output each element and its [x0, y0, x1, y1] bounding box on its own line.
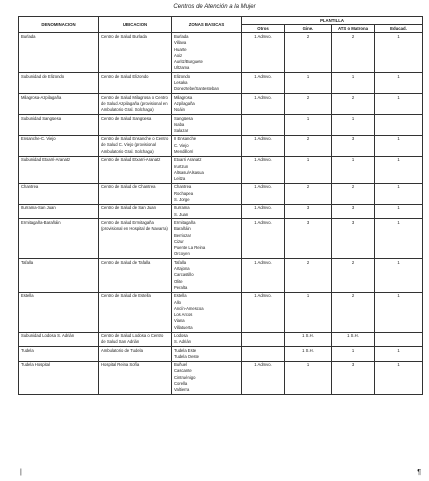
zona-item: Doneztebe/Santesteban — [174, 86, 219, 92]
zona-item: Irurtzun — [174, 163, 189, 169]
cell-edu: 1 — [375, 219, 423, 259]
cell-gine: 1 — [285, 115, 332, 136]
zona-item: Villava — [174, 40, 187, 46]
zona-item: Salazar — [174, 128, 189, 134]
cell-otros: 1 Admvo. — [242, 73, 285, 94]
table-row — [19, 156, 423, 183]
cell-denominacion: Chantrea — [19, 183, 99, 204]
cell-ats: 3 — [332, 219, 375, 259]
table-row — [19, 332, 423, 347]
cell-edu: 1 — [375, 73, 423, 94]
cell-denominacion: Burlada — [19, 33, 99, 73]
table-row — [19, 347, 423, 362]
cell-zonas — [172, 183, 242, 204]
header-denominacion: DENOMINACION — [19, 17, 99, 33]
cell-ubicacion: Ambulatorio de Tudela — [99, 347, 172, 362]
cell-ats: 2 — [332, 183, 375, 204]
cell-ubicacion: Hospital Reina Sofía — [99, 361, 172, 394]
cell-gine: 3 — [285, 204, 332, 219]
zona-item: Allo — [174, 299, 181, 305]
cell-ubicacion: Centro de Salud Sangüesa — [99, 115, 172, 136]
cell-edu: 1 — [375, 33, 423, 73]
zona-item: C. Viejo — [174, 142, 189, 148]
header-ubicacion: UBICACION — [99, 17, 172, 33]
cell-ats: 1 — [332, 115, 375, 136]
cell-zonas — [172, 33, 242, 73]
cell-ats: 1 — [332, 347, 375, 362]
zona-item: Noáin — [174, 107, 185, 113]
cell-ats: 2 — [332, 33, 375, 73]
cell-otros: 1 Admvo. — [242, 219, 285, 259]
cell-otros — [242, 347, 285, 362]
zona-item: Valtierra — [174, 387, 190, 393]
zona-item: S. Adrián — [174, 339, 191, 345]
cell-zonas — [172, 292, 242, 332]
cell-gine: 2 — [285, 183, 332, 204]
cell-ubicacion: Centro de Salud Ensanche o Centro de Salud C. Viejo (provisional Ambulatorio Gral. Solchaga) — [99, 135, 172, 156]
cell-gine: 1 S.H. — [285, 347, 332, 362]
cell-ats: 3 — [332, 204, 375, 219]
zona-item: Peralta — [174, 284, 188, 290]
cell-ubicacion: Centro de Salud Milagrosa o Centro de Salud Azpilagaña (provisional en Ambulatorio Gral. Solchaga) — [99, 94, 172, 115]
cell-edu — [375, 115, 423, 136]
zona-item: Tafalla — [174, 259, 187, 265]
cell-edu: 1 — [375, 361, 423, 394]
zona-item: Villatuerta — [174, 324, 193, 330]
cell-denominacion: Tafalla — [19, 259, 99, 292]
cell-ubicacion: Centro de Salud Burlada — [99, 33, 172, 73]
left-margin-mark: | — [20, 469, 22, 476]
table-row — [19, 361, 423, 394]
zona-item: Aoiz — [174, 52, 183, 58]
zona-item: Ultzama — [174, 65, 190, 71]
header-zonas: ZONAS BASICAS — [172, 17, 242, 33]
cell-otros: 1 Admvo. — [242, 361, 285, 394]
zona-item: Cascante — [174, 368, 192, 374]
cell-otros: 1 Admvo. — [242, 156, 285, 183]
cell-otros — [242, 115, 285, 136]
zona-item: Artajona — [174, 266, 190, 272]
zona-item: Los Arcos — [174, 312, 193, 318]
header-otros: Otros — [242, 25, 285, 33]
zona-item: Barañáin — [174, 226, 191, 232]
cell-denominacion: Estella — [19, 292, 99, 332]
cell-edu: 1 — [375, 204, 423, 219]
cell-ubicacion: Centro de Salud de Tafalla — [99, 259, 172, 292]
cell-otros: 1 Admvo. — [242, 292, 285, 332]
cell-ubicacion: Centro de Salud Lodosa o Centro de Salud San Adrián — [99, 332, 172, 347]
header-gine: Gine. — [285, 25, 332, 33]
zona-item: Elizondo — [174, 73, 191, 79]
cell-ats: 2 — [332, 259, 375, 292]
zona-item: II Ensanche — [174, 136, 197, 142]
cell-gine: 3 — [285, 219, 332, 259]
cell-ats: 3 — [332, 135, 375, 156]
header-edu: Educad. — [375, 25, 423, 33]
zona-item: S. Juan — [174, 211, 189, 217]
table-body — [19, 33, 423, 395]
cell-gine: 2 — [285, 94, 332, 115]
cell-edu — [375, 332, 423, 347]
cell-otros: 1 Admvo. — [242, 135, 285, 156]
header-ats: ATS o Matrona — [332, 25, 375, 33]
zona-item: Tudela Oeste — [174, 353, 199, 359]
zona-item: Tudela Este — [174, 347, 197, 353]
cell-edu: 1 — [375, 347, 423, 362]
cell-denominacion: Subunidad Lodosa S. Adrián — [19, 332, 99, 347]
cell-ubicacion: Centro de Salud Etxarri-Aranatz — [99, 156, 172, 183]
zona-item: Chantrea — [174, 184, 192, 190]
cell-zonas — [172, 361, 242, 394]
page-title: Centros de Atención a la Mujer — [173, 4, 256, 10]
cell-denominacion: Subunidad Sangüesa — [19, 115, 99, 136]
zona-item: Cintruénigo — [174, 374, 196, 380]
cell-zonas — [172, 94, 242, 115]
cell-ubicacion: Centro de Salud de Estella — [99, 292, 172, 332]
table-row — [19, 73, 423, 94]
cell-zonas — [172, 204, 242, 219]
cell-edu: 1 — [375, 183, 423, 204]
zona-item: Milagrosa — [174, 94, 193, 100]
cell-gine: 1 — [285, 156, 332, 183]
zona-item: Iturrama — [174, 205, 190, 211]
cell-edu: 1 — [375, 259, 423, 292]
cell-denominacion: Iturrama-San Juan — [19, 204, 99, 219]
cell-otros — [242, 332, 285, 347]
zona-item: Burlada — [174, 33, 189, 39]
zona-item: Lodosa — [174, 333, 188, 338]
zona-item: Auritz/Burguete — [174, 59, 203, 65]
zona-item: Viana — [174, 318, 185, 324]
table-row — [19, 292, 423, 332]
cell-denominacion: Subunidad de Elizondo — [19, 73, 99, 94]
cell-edu: 1 — [375, 156, 423, 183]
cell-ats: 1 — [332, 156, 375, 183]
cell-zonas — [172, 347, 242, 362]
centers-table — [18, 16, 423, 395]
cell-zonas — [172, 135, 242, 156]
cell-gine: 2 — [285, 135, 332, 156]
cell-ubicacion: Centro de Salud Elizondo — [99, 73, 172, 94]
cell-denominacion: Ensanche-C. Viejo — [19, 135, 99, 156]
zona-item: Berriozar — [174, 232, 191, 238]
table-row — [19, 259, 423, 292]
cell-ats: 3 — [332, 361, 375, 394]
cell-gine: 2 — [285, 259, 332, 292]
cell-otros: 1 Admvo. — [242, 33, 285, 73]
zona-item: Ermitagaña — [174, 219, 196, 225]
cell-ats: 2 — [332, 292, 375, 332]
zona-item: Lesaka — [174, 80, 188, 86]
cell-denominacion: Tudela — [19, 347, 99, 362]
cell-gine: 1 — [285, 361, 332, 394]
zona-item: Corella — [174, 381, 188, 387]
cell-gine: 1 — [285, 292, 332, 332]
cell-otros: 1 Admvo. — [242, 183, 285, 204]
cell-gine: 2 — [285, 33, 332, 73]
zona-item: Altsasu/Alsasua — [174, 169, 204, 175]
table-row — [19, 204, 423, 219]
zona-item: Carcastillo — [174, 272, 194, 278]
cell-ats: 1 — [332, 73, 375, 94]
zona-item: S. Jorge — [174, 197, 190, 203]
zona-item: Azpilagaña — [174, 100, 195, 106]
table-row — [19, 135, 423, 156]
cell-ubicacion: Centro de Salud de Chantrea — [99, 183, 172, 204]
cell-edu: 1 — [375, 94, 423, 115]
cell-otros: 1 Admvo. — [242, 94, 285, 115]
cell-ats: 1 S.H. — [332, 332, 375, 347]
cell-zonas — [172, 156, 242, 183]
cell-denominacion: Tudela Hospital — [19, 361, 99, 394]
zona-item: Buñuel — [174, 362, 188, 368]
cell-denominacion: Milagrosa-Azpilagaña — [19, 94, 99, 115]
header-plantilla: PLANTILLA — [242, 17, 423, 25]
table-row — [19, 33, 423, 73]
paragraph-mark: ¶ — [417, 469, 421, 476]
zona-item: Sangüesa — [174, 115, 193, 121]
cell-edu: 1 — [375, 292, 423, 332]
cell-zonas — [172, 332, 242, 347]
cell-zonas — [172, 73, 242, 94]
cell-gine: 1 — [285, 73, 332, 94]
cell-ubicacion: Centro de Salud de San Juan — [99, 204, 172, 219]
table-row — [19, 94, 423, 115]
zona-item: Leitza — [174, 176, 186, 182]
cell-denominacion: Ermitagaña-Barañáin — [19, 219, 99, 259]
cell-gine: 1 S.H. — [285, 332, 332, 347]
cell-zonas — [172, 115, 242, 136]
zona-item: Isaba — [174, 121, 185, 127]
cell-otros: 1 Admvo. — [242, 204, 285, 219]
cell-ats: 2 — [332, 94, 375, 115]
zona-item: Orcoyen — [174, 251, 190, 257]
zona-item: Etxarri Aranatz — [174, 157, 202, 163]
cell-zonas — [172, 219, 242, 259]
zona-item: Rochapea — [174, 190, 194, 196]
zona-item: Cizur — [174, 238, 184, 244]
cell-ubicacion: Centro de Salud Ermitagaña (provisional en Hospital de Navarra) — [99, 219, 172, 259]
cell-edu: 1 — [375, 135, 423, 156]
zona-item: Olite — [174, 278, 183, 284]
zona-item: Huarte — [174, 46, 187, 52]
table-row — [19, 219, 423, 259]
cell-zonas — [172, 259, 242, 292]
zona-item: Mendillorri — [174, 148, 194, 154]
table-row — [19, 115, 423, 136]
table-row — [19, 183, 423, 204]
zona-item: Estella — [174, 293, 187, 299]
cell-denominacion: Subunidad Etxarri-Aranatz — [19, 156, 99, 183]
zona-item: Puente La Reina — [174, 245, 206, 251]
zona-item: Ancín-Amescoa — [174, 305, 204, 311]
cell-otros: 1 Admvo. — [242, 259, 285, 292]
